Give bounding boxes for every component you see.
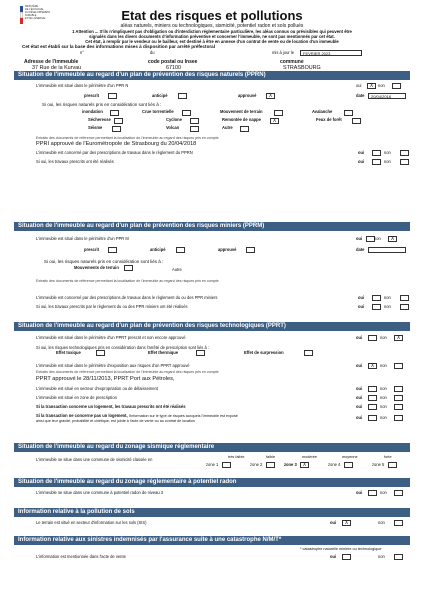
- oui-label: oui: [330, 520, 337, 525]
- risk-label: Avalanche: [312, 109, 333, 114]
- postal-code-value[interactable]: 67100: [166, 65, 181, 71]
- pprm-mouvements-label: Mouvements de terrain: [74, 265, 119, 270]
- pprm-done-non[interactable]: [400, 304, 409, 310]
- oui-label: oui: [358, 295, 365, 300]
- pprn-works-done: Si oui, les travaux prescrits ont été réalisés: [36, 159, 114, 164]
- seismic-zone-label: zone 4: [328, 462, 341, 467]
- seismic-zone-label: zone 1: [206, 462, 219, 467]
- logo-line: MINISTÈRE: [25, 5, 39, 8]
- pprn-date-field[interactable]: 20/04/2018: [368, 93, 406, 99]
- non-label: non: [378, 83, 385, 88]
- pprn-approved-text: PPRI approuvé de l'Eurométropole de Strasbourg du 20/04/2018: [36, 141, 197, 147]
- non-label: non: [384, 295, 391, 300]
- pprn-done-oui[interactable]: [372, 159, 381, 165]
- commune-label: commune: [280, 59, 304, 65]
- section-pprn: Situation de l'immeuble au regard d'un plan de prévention des risques naturels (PPRN): [14, 71, 410, 80]
- section-catnat: Information relative aux sinistres indemnisés par l'assurance suite à une catastrophe N/M/T*: [14, 536, 410, 545]
- pprt-q5-oui[interactable]: [368, 404, 377, 410]
- oui-label: oui: [356, 404, 363, 409]
- non-label: non: [380, 363, 387, 368]
- pprt-q1: L'immeuble est situé dans le périmètre d'un PPRT prescrit et non encore approuvé: [36, 335, 186, 340]
- risk-seisme-box[interactable]: [112, 126, 121, 132]
- seismic-level: faible: [266, 455, 276, 459]
- section-radon: Situation de l'immeuble au regard du zonage réglementaire à potentiel radon: [14, 478, 410, 487]
- pprm-approuve-box[interactable]: [246, 247, 255, 253]
- seismic-zone-label: zone 2: [250, 462, 263, 467]
- oui-label: oui: [358, 150, 365, 155]
- du-label: du: [150, 50, 155, 55]
- date-label: date: [356, 93, 365, 98]
- non-label: non: [380, 386, 387, 391]
- pprt-q3: L'immeuble est situé en secteur d'expropriation ou de délaissement: [36, 386, 158, 391]
- risk-crue-box[interactable]: [182, 110, 191, 116]
- pprt-q1-oui[interactable]: [368, 335, 377, 341]
- pprm-date-field[interactable]: [368, 247, 406, 253]
- oui-label: oui: [330, 554, 337, 559]
- pprt-thermique-box[interactable]: [196, 350, 205, 356]
- pprt-q6-detail: ainsi que leur gravité, probabilité et cinétique, est jointe à l'acte de vente ou au contrat de location: [36, 419, 195, 423]
- seismic-question: L'immeuble se situe dans une commune de sismicité classée en: [36, 457, 153, 462]
- pprm-perimeter-question: L'immeuble est situé dans le périmètre d'un PPR M: [36, 236, 129, 241]
- approuve-label: approuvé: [238, 93, 257, 98]
- pprn-risks-intro: Si oui, les risques naturels pris en considération sont liés à :: [42, 102, 162, 107]
- pprm-extract-note: Extraits des documents de référence permettant la localisation de l'immeuble au regard des risques pris en compte: [36, 279, 219, 283]
- seismic-zone3-box[interactable]: X: [300, 462, 309, 468]
- non-label: non: [384, 159, 391, 164]
- date-label: date: [356, 247, 365, 252]
- postal-code-label: code postal ou Insee: [148, 59, 198, 65]
- non-label: non: [380, 415, 387, 420]
- pprn-anticipe-box[interactable]: [178, 93, 187, 99]
- risk-avalanche-box[interactable]: [344, 110, 353, 116]
- pprt-approved-text: PPRT approuvé le 28/11/2013, PPRT Port aux Pétroles,: [36, 376, 175, 382]
- non-label: non: [380, 395, 387, 400]
- pprt-surpression-box[interactable]: [304, 350, 313, 356]
- pprn-works-oui[interactable]: [372, 150, 381, 156]
- oui-label: oui: [356, 335, 363, 340]
- seismic-level: forte: [384, 455, 392, 459]
- catnat-non[interactable]: [394, 554, 403, 560]
- pprt-q1-non[interactable]: X: [394, 335, 403, 341]
- pprm-anticipe-box[interactable]: [176, 247, 185, 253]
- non-label: non: [380, 335, 387, 340]
- non-label: non: [384, 150, 391, 155]
- pprn-perimeter-oui[interactable]: X: [367, 83, 376, 89]
- pprt-q4: L'immeuble est situé en zone de prescription: [36, 395, 117, 400]
- seismic-level: modérée: [302, 455, 317, 459]
- n-label: n°: [80, 50, 84, 55]
- risk-label: Mouvement de terrain: [220, 109, 263, 114]
- risk-label: Autre: [222, 125, 233, 130]
- risk-mouvement-box[interactable]: [274, 110, 283, 116]
- pprt-q4-non[interactable]: [394, 395, 403, 401]
- oui-label: oui: [356, 395, 363, 400]
- non-label: non: [378, 520, 385, 525]
- risk-label: Cyclone: [166, 117, 182, 122]
- oui-label: oui: [358, 304, 365, 309]
- logo-line: DURABLE: [25, 13, 37, 17]
- address-value[interactable]: 37 Rue de la Kurvau: [32, 65, 82, 71]
- risk-volcan-box[interactable]: [190, 126, 199, 132]
- catnat-oui[interactable]: [342, 554, 351, 560]
- seismic-zone1-box[interactable]: [222, 462, 231, 468]
- pprt-q6-non[interactable]: [394, 415, 403, 421]
- pprt-toxique-box[interactable]: [96, 350, 105, 356]
- risk-label: inondation: [82, 109, 103, 114]
- prescrit-label: prescrit: [84, 93, 100, 98]
- pprn-perimeter-non[interactable]: [392, 83, 401, 89]
- risk-cyclone-box[interactable]: [190, 118, 199, 124]
- oui-label: oui: [356, 415, 363, 420]
- catnat-note: * catastrophe naturelle minière ou technologique: [300, 547, 382, 551]
- anticipe-label: anticipé: [150, 247, 166, 252]
- section-pprm: Situation de l'immeuble au regard d'un plan de prévention des risques miniers (PPRM): [14, 222, 410, 231]
- radon-oui[interactable]: [368, 490, 377, 496]
- pprm-autre-label: Autre: [172, 267, 182, 272]
- pprn-done-non[interactable]: [400, 159, 409, 165]
- sols-question: Le terrain est situé en secteur d'information sur les sols (SIS): [36, 520, 147, 525]
- pprm-works-non[interactable]: [400, 295, 409, 301]
- risk-feux-box[interactable]: [352, 118, 361, 124]
- risk-label: Séisme: [88, 125, 103, 130]
- oui-label: oui: [356, 490, 363, 495]
- sols-oui[interactable]: X: [342, 520, 351, 526]
- approuve-label: approuvé: [218, 247, 237, 252]
- non-label: non: [380, 490, 387, 495]
- sols-non[interactable]: [394, 520, 403, 526]
- risk-inondation-box[interactable]: [110, 110, 119, 116]
- seismic-zone-label: zone 5: [372, 462, 385, 467]
- pprm-works-question: L'immeuble est concerné par des prescriptions de travaux dans le règlement du ou des PPR miniers: [36, 295, 218, 300]
- pprt-extract-note: Extraits des documents de référence permettant la localisation de l'immeuble au regard des risques pris en compte: [36, 370, 219, 374]
- seismic-zone4-box[interactable]: [344, 462, 353, 468]
- non-label: non: [378, 554, 385, 559]
- risk-label: Sécheresse: [88, 117, 111, 122]
- pprt-q3-oui[interactable]: [368, 386, 377, 392]
- basis-line: Cet état est établi sur la base des informations mises à disposition par arrêté préfectoral: [22, 44, 216, 49]
- pprn-approuve-box[interactable]: X: [266, 93, 275, 99]
- seismic-zone-label: zone 3: [284, 462, 297, 467]
- section-pprt: Situation de l'immeuble au regard d'un plan de prévention des risques technologiques (PPRT): [14, 322, 410, 331]
- pprt-q5: Si la transaction concerne un logement, les travaux prescrits ont été réalisés: [36, 404, 186, 409]
- prescrit-label: prescrit: [84, 247, 100, 252]
- pprm-perimeter-non[interactable]: X: [388, 236, 397, 242]
- radon-non[interactable]: [394, 490, 403, 496]
- updated-field[interactable]: FEVRIER 2023: [300, 50, 362, 56]
- pprt-q2: L'immeuble est situé dans le périmètre d'exposition aux risques d'un PPRT approuvé: [36, 363, 190, 368]
- pprt-q3-non[interactable]: [394, 386, 403, 392]
- risk-autre-box[interactable]: [240, 126, 249, 132]
- logo-line: DE L'ÉCOLOGIE,: [25, 7, 44, 11]
- pprt-effet-surpression: Effet de surpression: [244, 350, 284, 355]
- oui-label: oui: [356, 83, 362, 88]
- seismic-level: moyenne: [342, 455, 358, 459]
- page-subtitle: aléas naturels, miniers ou technologiques, sismicité, potentiel radon et sols pollués: [120, 23, 304, 29]
- pprt-q5-non[interactable]: [394, 404, 403, 410]
- risk-nappe-box[interactable]: X: [270, 118, 279, 124]
- pprm-works-done: Si oui, les travaux prescrits par le règlement du ou des PPR miniers ont été réalisés: [36, 304, 188, 309]
- non-label: non: [380, 404, 387, 409]
- page-title: Etat des risques et pollutions: [121, 8, 303, 23]
- pprn-prescrit-box[interactable]: [108, 93, 117, 99]
- non-label: non: [384, 304, 391, 309]
- logo-line: ET DE L'ÉNERGIE: [25, 16, 46, 20]
- pprm-done-oui[interactable]: [372, 304, 381, 310]
- pprm-mouvements-box[interactable]: [124, 265, 133, 271]
- risk-label: Feux de forêt: [316, 117, 342, 122]
- risk-label: Crue torrentielle: [142, 109, 174, 114]
- catnat-question: L'information est mentionnée dans l'acte de vente: [36, 554, 126, 559]
- risk-label: Volcan: [166, 125, 180, 130]
- pprn-perimeter-question: L'immeuble est situé dans le périmètre d'un PPR N: [36, 83, 129, 88]
- pprn-works-non[interactable]: [400, 150, 409, 156]
- pprt-q4-oui[interactable]: [368, 395, 377, 401]
- updated-label: mis à jour le: [272, 50, 295, 55]
- address-label: Adresse de l'immeuble: [24, 59, 79, 65]
- oui-label: oui: [358, 159, 365, 164]
- pprn-extract-note: Extraits des documents de référence permettant la localisation de l'immeuble au regard des risques pris en compte: [36, 136, 219, 140]
- pprm-prescrit-box[interactable]: [108, 247, 117, 253]
- risk-label: Remontée de nappe: [222, 117, 261, 122]
- pprt-effet-thermique: Effet thermique: [148, 350, 179, 355]
- attention-note: 1 Attention ... S'ils n'impliquent pas d'obligation ou d'interdiction réglementaire particulière, les aléas connus ou prévisibles qui peuvent être signalés dans les divers documents d'information préventive et concerner l'immeuble, ne sont pas mentionnés par cet état. Cet état, à remplir par le vendeur ou le bailleur, est destiné à être en annexe d'un contrat de vente ou de location d'un immeuble: [72, 29, 352, 44]
- oui-label: oui: [356, 386, 363, 391]
- pprm-risks-intro: Si oui, les risques naturels pris en considération sont liés à :: [44, 259, 164, 264]
- pprm-works-oui[interactable]: [372, 295, 381, 301]
- section-sols: Information relative à la pollution de sols: [14, 508, 410, 517]
- non-label: non: [374, 236, 381, 241]
- section-seismic: Situation de l'immeuble au regard du zonage sismique réglementaire: [14, 443, 410, 452]
- logo-line: DU DÉVELOPPEMENT: [25, 10, 51, 14]
- oui-label: oui: [356, 363, 363, 368]
- pprt-q6-oui[interactable]: [368, 415, 377, 421]
- seismic-level: très faible: [228, 455, 245, 459]
- anticipe-label: anticipé: [152, 93, 168, 98]
- seismic-zone2-box[interactable]: [266, 462, 275, 468]
- risk-secheresse-box[interactable]: [114, 118, 123, 124]
- seismic-zone5-box[interactable]: [388, 462, 397, 468]
- commune-value[interactable]: STRASBOURG: [283, 65, 321, 71]
- radon-question: L'immeuble se situe dans une commune à potentiel radon de niveau 3: [36, 490, 164, 495]
- pprt-q6: Si la transaction ne concerne pas un logement, l'information sur le type de risques auxquels l'immeuble est exposé: [36, 413, 238, 418]
- pprt-q2-non[interactable]: [394, 363, 403, 369]
- pprt-risks-intro: Si oui, les risques technologiques pris en considération dans l'arrêté de prescription sont liés à :: [36, 345, 210, 350]
- pprt-q2-oui[interactable]: X: [368, 363, 377, 369]
- oui-label: oui: [356, 236, 363, 241]
- pprt-effet-toxique: Effet toxique: [56, 350, 81, 355]
- pprn-works-question: L'immeuble est concerné par des prescriptions de travaux dans le règlement du PPRN: [36, 150, 193, 155]
